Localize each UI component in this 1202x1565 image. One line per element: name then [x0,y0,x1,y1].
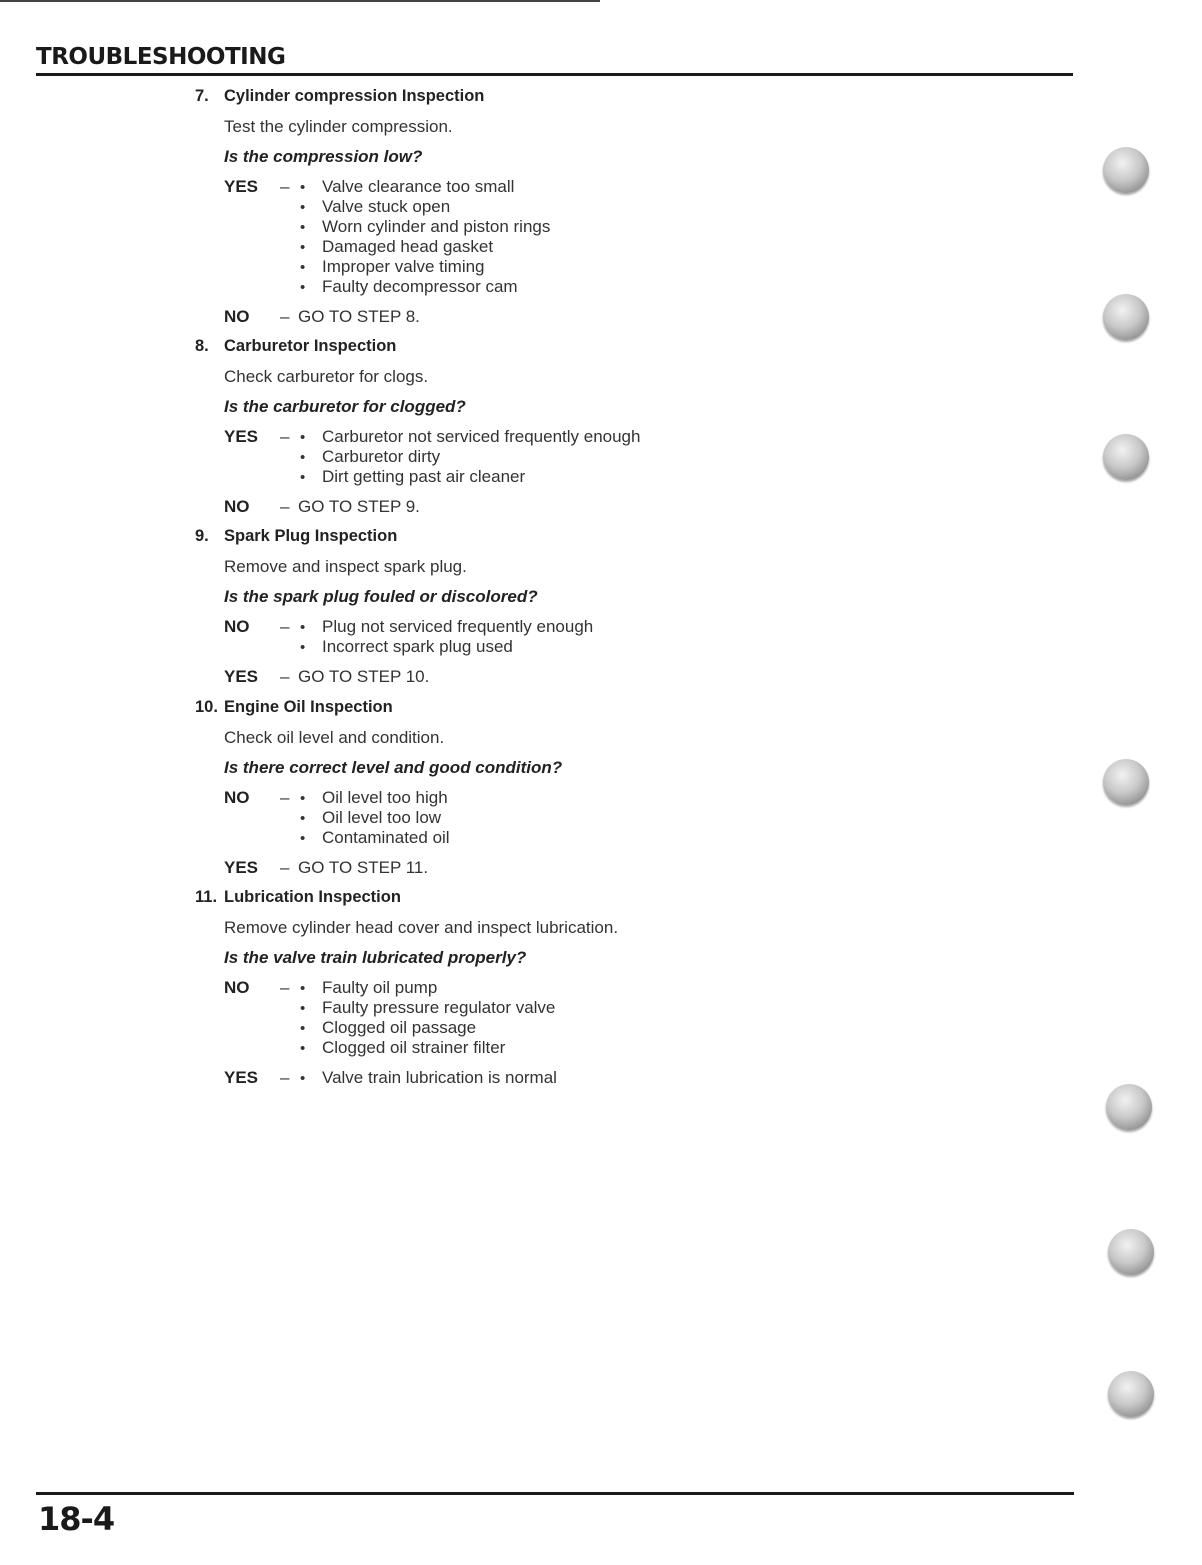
step-heading [195,888,401,907]
cause-list [300,427,640,487]
cause-item: • Contaminated oil [300,828,450,848]
step-number: 10. [195,698,218,716]
answer-label: NO [224,617,250,636]
cause-item: • Improper valve timing [300,257,550,277]
answer-dash: – [280,788,290,807]
answer-label: NO [224,497,250,516]
cause-item: • Carburetor not serviced frequently enough [300,427,640,447]
cause-item: • Worn cylinder and piston rings [300,217,550,237]
cause-item: • Carburetor dirty [300,447,640,467]
cause-item: • Faulty pressure regulator valve [300,998,555,1018]
step-number: 9. [195,527,209,545]
cause-item: • Valve stuck open [300,197,550,217]
step-instruction: Remove cylinder head cover and inspect lubrication. [224,918,619,937]
cause-item: • Oil level too low [300,808,450,828]
cause-item: • Clogged oil passage [300,1018,555,1038]
binder-hole [1103,147,1149,193]
step-heading [195,698,393,717]
cause-item: • Valve train lubrication is normal [300,1068,557,1088]
top-edge-rule [0,0,600,2]
answer-dash: – [280,667,290,686]
answer-label: YES [224,177,259,196]
answer-label: YES [224,427,259,446]
cause-item: • Faulty oil pump [300,978,555,998]
step-instruction: Remove and inspect spark plug. [224,557,467,576]
answer-label: NO [224,788,250,807]
answer-dash: – [280,177,290,196]
step-title: Cylinder compression Inspection [224,87,485,105]
cause-item: • Faulty decompressor cam [300,277,550,297]
step-number: 7. [195,87,209,105]
step-number: 8. [195,337,209,355]
binder-hole [1103,759,1149,805]
step-question: Is the spark plug fouled or discolored? [224,587,538,606]
step-instruction: Check oil level and condition. [224,728,445,747]
answer-dash: – [280,617,290,636]
step-number: 11. [195,888,218,906]
step-question: Is the carburetor for clogged? [224,397,466,416]
answer-label: NO [224,978,250,997]
cause-list [300,978,555,1058]
step-heading [195,337,396,356]
cause-item: • Clogged oil strainer filter [300,1038,555,1058]
cause-list [300,177,550,297]
cause-list [300,1068,557,1088]
binder-hole [1103,434,1149,480]
cause-list [300,617,593,657]
step-instruction: Test the cylinder compression. [224,117,453,136]
answer-label: YES [224,667,259,686]
answer-dash: – [280,497,290,516]
answer-label: YES [224,1068,259,1087]
header-rule [36,73,1073,76]
cause-item: • Dirt getting past air cleaner [300,467,640,487]
cause-item: • Plug not serviced frequently enough [300,617,593,637]
binder-hole [1106,1084,1152,1130]
goto-step-text: GO TO STEP 8. [298,307,420,326]
step-title: Engine Oil Inspection [224,698,393,716]
step-instruction: Check carburetor for clogs. [224,367,429,386]
answer-label: NO [224,307,250,326]
step-question: Is the compression low? [224,147,423,166]
step-heading [195,87,484,106]
step-question: Is the valve train lubricated properly? [224,948,527,967]
step-heading [195,527,397,546]
goto-step-text: GO TO STEP 11. [298,858,429,877]
cause-item: • Damaged head gasket [300,237,550,257]
step-title: Carburetor Inspection [224,337,397,355]
goto-step-text: GO TO STEP 10. [298,667,430,686]
answer-dash: – [280,858,290,877]
cause-item: • Valve clearance too small [300,177,550,197]
answer-dash: – [280,978,290,997]
page-title: TROUBLESHOOTING [36,44,286,70]
cause-item: • Incorrect spark plug used [300,637,593,657]
cause-item: • Oil level too high [300,788,450,808]
step-title: Lubrication Inspection [224,888,401,906]
answer-label: YES [224,858,259,877]
answer-dash: – [280,307,290,326]
binder-hole [1108,1229,1154,1275]
step-title: Spark Plug Inspection [224,527,398,545]
binder-hole [1108,1371,1154,1417]
goto-step-text: GO TO STEP 9. [298,497,420,516]
footer-rule [36,1492,1074,1495]
page-number: 18-4 [38,1500,115,1538]
binder-hole [1103,294,1149,340]
step-question: Is there correct level and good condition? [224,758,563,777]
answer-dash: – [280,1068,290,1087]
answer-dash: – [280,427,290,446]
cause-list [300,788,450,848]
